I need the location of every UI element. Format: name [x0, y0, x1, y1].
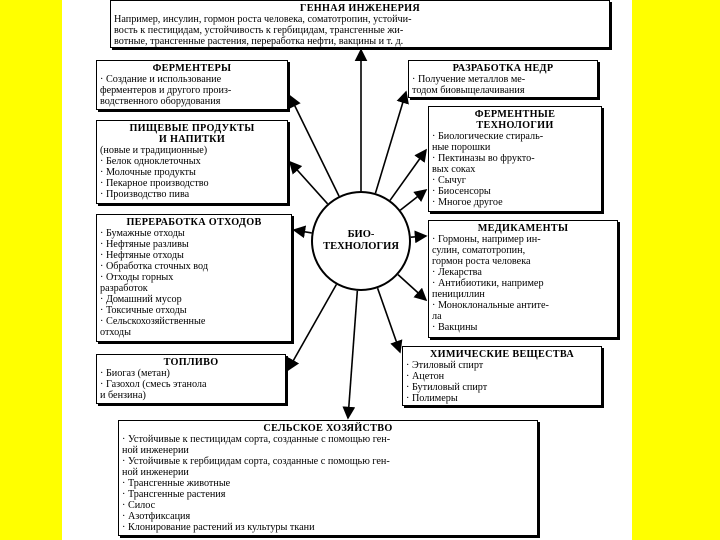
- box-line: · Нефтяные отходы: [100, 250, 184, 261]
- box-line: · Клонирование растений из культуры ткани: [122, 522, 315, 533]
- box-title-2: И НАПИТКИ: [158, 134, 226, 145]
- box-line: · Лекарства: [432, 267, 482, 278]
- box-line: отходы: [100, 327, 131, 338]
- box-title: РАЗРАБОТКА НЕДР: [452, 63, 554, 74]
- box-line: · Токсичные отходы: [100, 305, 187, 316]
- box-line: · Устойчивые к гербицидам сорта, созданные с помощью ген-: [122, 456, 390, 467]
- box-line: · Многое другое: [432, 197, 503, 208]
- box-line: ла: [432, 311, 442, 322]
- box-line: · Бутиловый спирт: [406, 382, 488, 393]
- box-title: ФЕРМЕНТЕРЫ: [152, 63, 232, 74]
- box-line: · Полимеры: [406, 393, 458, 404]
- box-genetic-engineering: [110, 0, 610, 48]
- box-line: вотные, трансгенные растения, переработка нефти, вакцины и т. д.: [114, 36, 404, 47]
- center-label-line2: ТЕХНОЛОГИЯ: [323, 241, 399, 252]
- box-title: МЕДИКАМЕНТЫ: [477, 223, 569, 234]
- box-line: сулин, соматотропин,: [432, 245, 526, 256]
- box-agriculture: [118, 420, 538, 536]
- ray-medicine: [411, 236, 426, 237]
- box-line: ной инженерии: [122, 467, 189, 478]
- box-line: пенициллин: [432, 289, 485, 300]
- box-title: ПЕРЕРАБОТКА ОТХОДОВ: [126, 217, 262, 228]
- box-line: · Белок одноклеточных: [100, 156, 201, 167]
- box-medicine: [428, 220, 618, 338]
- box-title: ТОПЛИВО: [163, 357, 219, 368]
- box-line: · Этиловый спирт: [406, 360, 484, 371]
- box-title: СЕЛЬСКОЕ ХОЗЯЙСТВО: [263, 423, 393, 434]
- box-line: (новые и традиционные): [100, 145, 208, 156]
- box-line: · Сычуг: [432, 175, 466, 186]
- box-line: и бензина): [100, 390, 146, 401]
- box-title: ХИМИЧЕСКИЕ ВЕЩЕСТВА: [429, 349, 575, 360]
- box-mining: [408, 60, 598, 98]
- box-line: · Биосенсоры: [432, 186, 491, 197]
- box-waste-processing: [96, 214, 292, 342]
- ray-mining: [375, 92, 406, 193]
- box-line: вых соках: [432, 164, 476, 175]
- ray-fuel: [288, 285, 336, 370]
- box-line: · Трансгенные животные: [122, 478, 231, 489]
- box-line: · Ацетон: [406, 371, 445, 382]
- box-title: ПИЩЕВЫЕ ПРОДУКТЫ: [129, 123, 255, 134]
- ray-food: [290, 162, 328, 204]
- box-line: · Трансгенные растения: [122, 489, 226, 500]
- ray-medicine-2: [398, 275, 426, 300]
- box-line: · Силос: [122, 500, 156, 511]
- box-line: · Устойчивые к пестицидам сорта, созданные с помощью ген-: [122, 434, 391, 445]
- box-title: ГЕННАЯ ИНЖЕНЕРИЯ: [299, 3, 421, 14]
- box-line: · Домашний мусор: [100, 294, 182, 305]
- box-line: · Газохол (смесь этанола: [100, 379, 207, 390]
- center-label-line1: БИО-: [347, 229, 375, 240]
- box-line: · Биогаз (метан): [100, 368, 170, 379]
- box-line: · Пектиназы во фрукто-: [432, 153, 535, 164]
- box-line: вость к пестицидам, устойчивость к гербицидам, трансгенные жи-: [114, 25, 404, 36]
- box-line: ферментеров и другого произ-: [100, 85, 232, 96]
- ray-enzyme: [390, 150, 426, 200]
- ray-fermenters: [290, 96, 339, 196]
- box-line: · Нефтяные разливы: [100, 239, 189, 250]
- box-line: · Создание и использование: [100, 74, 222, 85]
- box-food-drinks: [96, 120, 288, 204]
- center-circle-biotechnology: [311, 191, 411, 291]
- box-chemicals: [402, 346, 602, 406]
- box-line: · Производство пива: [100, 189, 190, 200]
- box-line: · Бумажные отходы: [100, 228, 185, 239]
- box-line: · Пекарное производство: [100, 178, 209, 189]
- box-line: · Азотфиксация: [122, 511, 191, 522]
- box-line: тодом биовыщелачивания: [412, 85, 525, 96]
- box-line: · Обработка сточных вод: [100, 261, 209, 272]
- diagram-sheet: [62, 0, 632, 540]
- box-title: ФЕРМЕНТНЫЕ: [474, 109, 556, 120]
- box-line: Например, инсулин, гормон роста человека, соматотропин, устойчи-: [114, 14, 412, 25]
- box-fermenters: [96, 60, 288, 110]
- box-line: · Молочные продукты: [100, 167, 196, 178]
- box-line: водственного оборудования: [100, 96, 221, 107]
- ray-waste: [294, 230, 312, 233]
- box-line: · Сельскохозяйственные: [100, 316, 206, 327]
- box-line: · Моноклональные антите-: [432, 300, 549, 311]
- box-line: · Отходы горных: [100, 272, 174, 283]
- ray-enzyme-2: [400, 190, 426, 210]
- ray-chem: [378, 288, 400, 352]
- box-line: · Получение металлов ме-: [412, 74, 526, 85]
- box-line: · Биологические стираль-: [432, 131, 544, 142]
- box-enzyme-tech: [428, 106, 602, 212]
- ray-agri: [348, 291, 357, 418]
- box-line: ные порошки: [432, 142, 491, 153]
- box-line: ной инженерии: [122, 445, 189, 456]
- box-title-2: ТЕХНОЛОГИИ: [476, 120, 554, 131]
- box-line: гормон роста человека: [432, 256, 531, 267]
- box-line: · Гормоны, например ин-: [432, 234, 541, 245]
- box-line: · Вакцины: [432, 322, 478, 333]
- box-fuel: [96, 354, 286, 404]
- box-line: разработок: [100, 283, 148, 294]
- box-line: · Антибиотики, например: [432, 278, 544, 289]
